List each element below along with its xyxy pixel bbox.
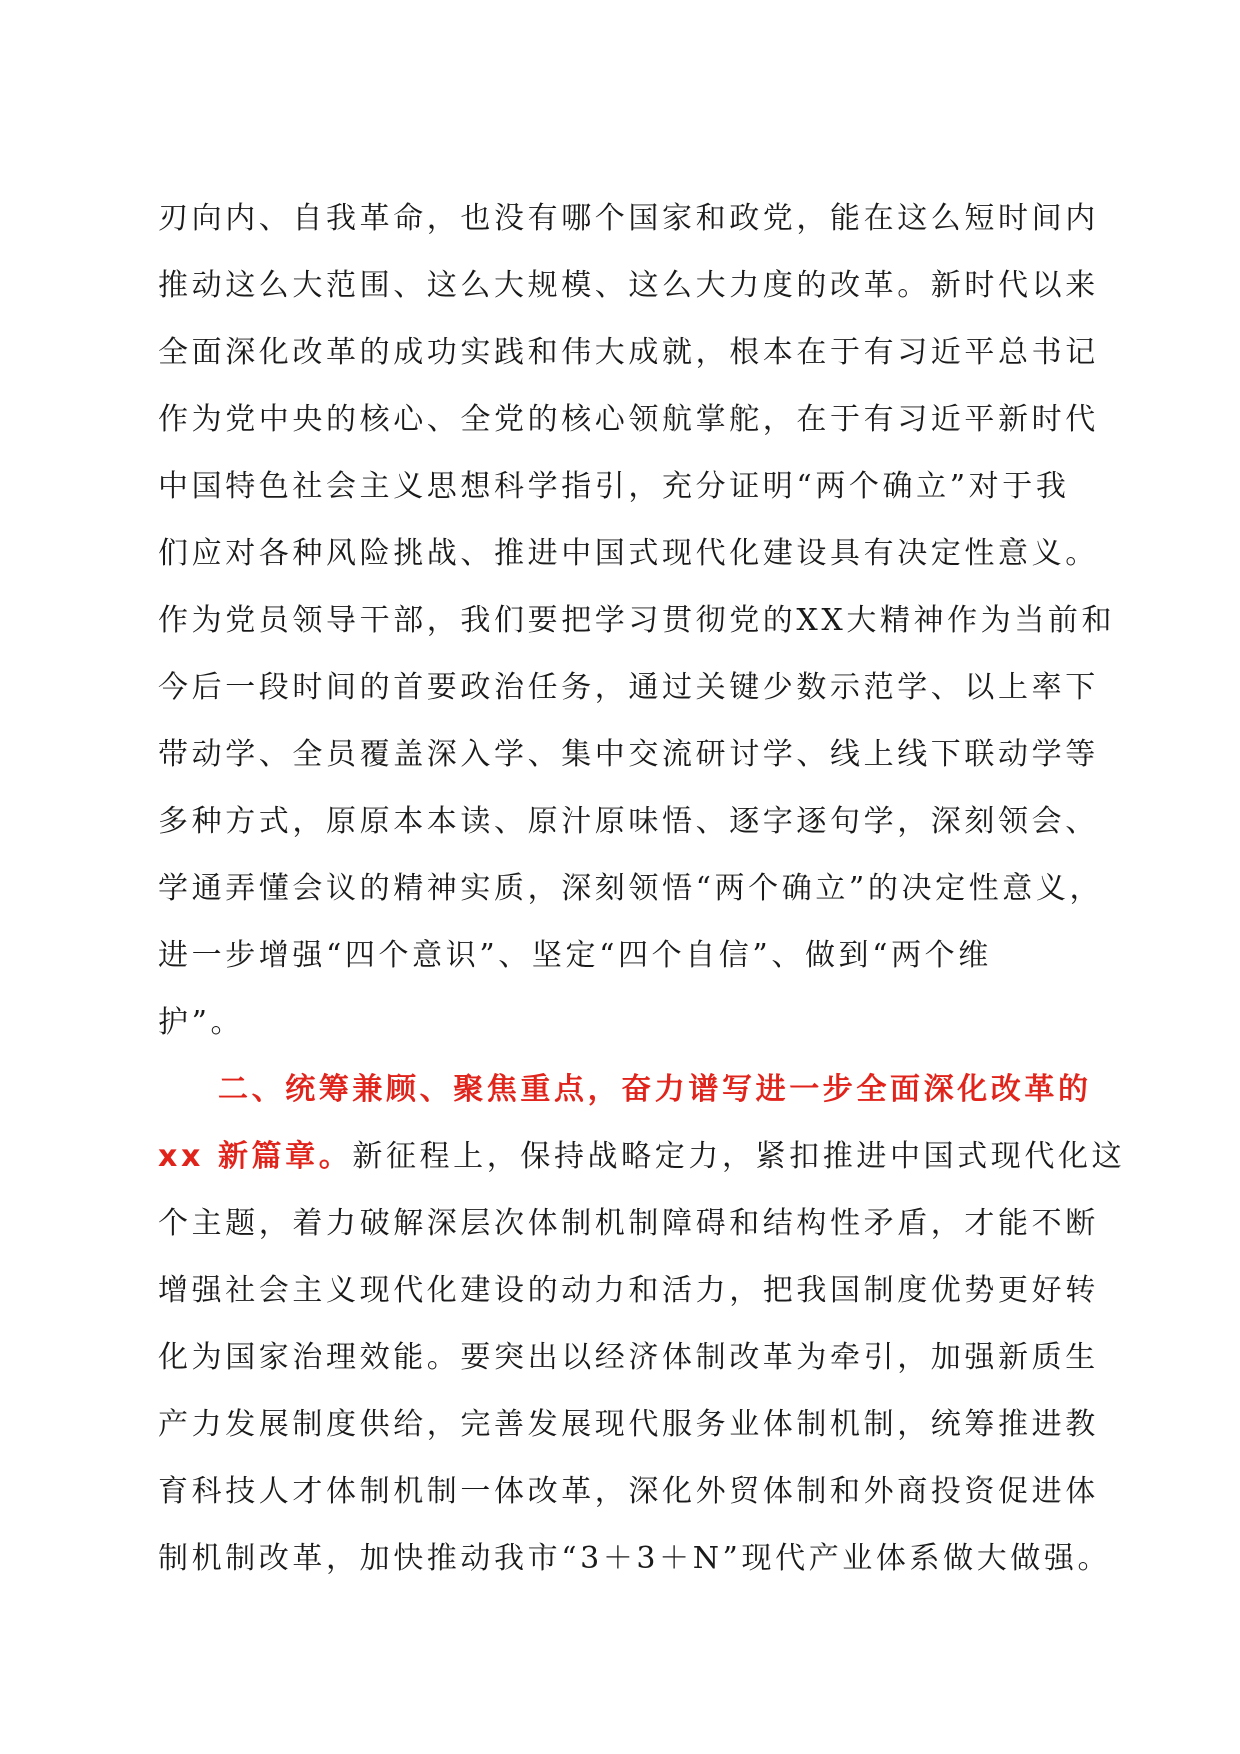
paragraph-line: 进一步增强“四个意识”、坚定“四个自信”、做到“两个维 bbox=[158, 938, 992, 973]
paragraph-line: 今后一段时间的首要政治任务，通过关键少数示范学、以上率下 bbox=[158, 670, 1099, 705]
paragraph-text: 新征程上，保持战略定力，紧扣推进中国式现代化这 bbox=[352, 1139, 1126, 1174]
paragraph-line: 护”。 bbox=[158, 1005, 245, 1040]
paragraph-line: 个主题，着力破解深层次体制机制障碍和结构性矛盾，才能不断 bbox=[158, 1206, 1099, 1241]
paragraph-line: 学通弄懂会议的精神实质，深刻领悟“两个确立”的决定性意义， bbox=[158, 871, 1104, 906]
paragraph-line: 推动这么大范围、这么大规模、这么大力度的改革。新时代以来 bbox=[158, 268, 1099, 303]
paragraph-line: 作为党员领导干部，我们要把学习贯彻党的XX大精神作为当前和 bbox=[158, 603, 1116, 638]
body-text bbox=[158, 185, 1126, 1592]
paragraph-line: 带动学、全员覆盖深入学、集中交流研讨学、线上线下联动学等 bbox=[158, 737, 1099, 772]
paragraph-line bbox=[158, 1123, 1126, 1190]
section-heading: 二、统筹兼顾、聚焦重点，奋力谱写进一步全面深化改革的 bbox=[218, 1072, 1092, 1107]
paragraph-line: 全面深化改革的成功实践和伟大成就，根本在于有习近平总书记 bbox=[158, 335, 1099, 370]
paragraph-line: 制机制改革，加快推动我市“3＋3＋N”现代产业体系做大做强。 bbox=[158, 1541, 1112, 1576]
paragraph-line: 化为国家治理效能。要突出以经济体制改革为牵引，加强新质生 bbox=[158, 1340, 1099, 1375]
section-heading-line bbox=[158, 1056, 1092, 1123]
paragraph-line: 刃向内、自我革命，也没有哪个国家和政党，能在这么短时间内 bbox=[158, 201, 1099, 236]
paragraph-line: 作为党中央的核心、全党的核心领航掌舵，在于有习近平新时代 bbox=[158, 402, 1099, 437]
paragraph-line: 多种方式，原原本本读、原汁原味悟、逐字逐句学，深刻领会、 bbox=[158, 804, 1099, 839]
paragraph-line: 增强社会主义现代化建设的动力和活力，把我国制度优势更好转 bbox=[158, 1273, 1099, 1308]
paragraph-line: 中国特色社会主义思想科学指引，充分证明“两个确立”对于我 bbox=[158, 469, 1070, 504]
paragraph-line: 产力发展制度供给，完善发展现代服务业体制机制，统筹推进教 bbox=[158, 1407, 1099, 1442]
section-heading-continued: xx 新篇章。 bbox=[158, 1139, 353, 1174]
paragraph-line: 们应对各种风险挑战、推进中国式现代化建设具有决定性意义。 bbox=[158, 536, 1099, 571]
paragraph-line: 育科技人才体制机制一体改革，深化外贸体制和外商投资促进体 bbox=[158, 1474, 1099, 1509]
